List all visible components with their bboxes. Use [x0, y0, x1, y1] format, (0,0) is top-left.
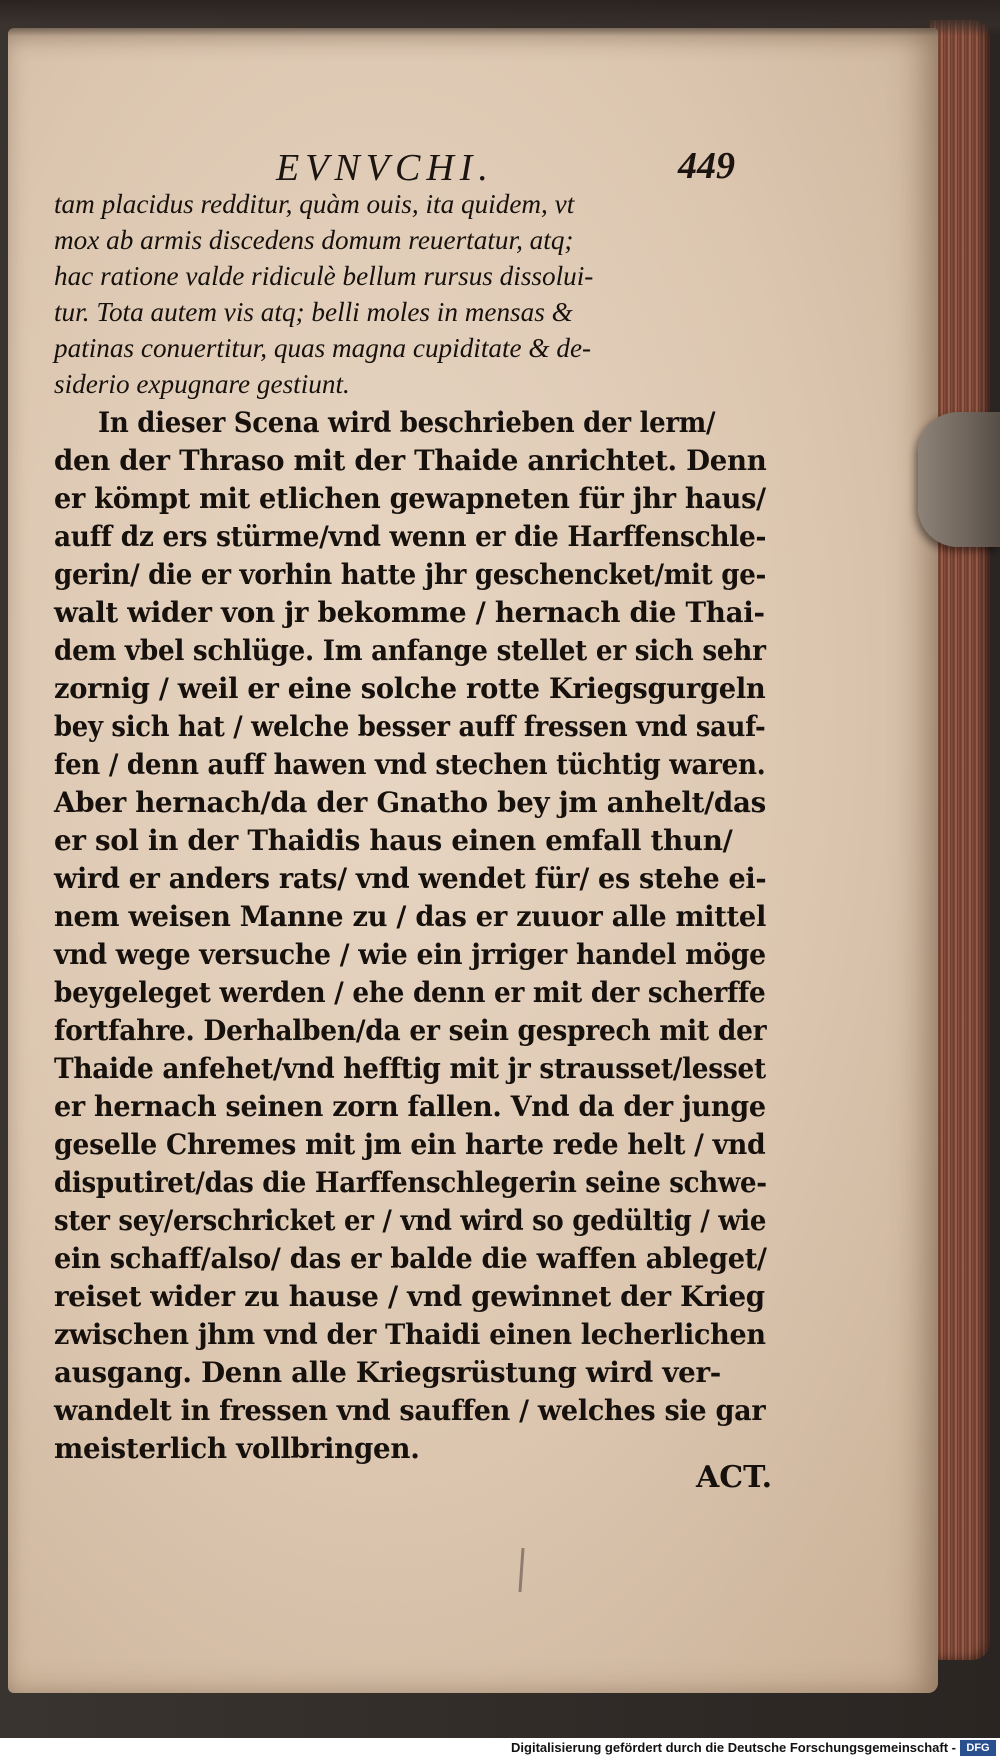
page-stack-edge — [930, 20, 990, 1660]
text-line: meisterlich vollbringen. — [54, 1432, 420, 1465]
text-line: auff dz ers stürme/vnd wenn er die Harffenschle- — [54, 520, 767, 553]
text-line: tur. Tota autem vis atq; belli moles in mensas & — [54, 296, 573, 327]
text-line: reiset wider zu hause / vnd gewinnet der Krieg — [54, 1280, 765, 1313]
text-line: Thaide anfehet/vnd hefftig mit jr strausset/lesset — [54, 1052, 766, 1085]
folio-number: 449 — [678, 145, 735, 187]
text-line: wandelt in fressen vnd sauffen / welches sie gar — [54, 1394, 766, 1427]
text-line: siderio expugnare gestiunt. — [54, 368, 350, 399]
text-line: vnd wege versuche / wie ein jrriger handel möge — [54, 938, 766, 971]
text-line: beygeleget werden / ehe denn er mit der scherffe — [54, 976, 766, 1009]
funding-credit: Digitalisierung gefördert durch die Deutsche Forschungsgemeinschaft - — [511, 1740, 956, 1755]
text-line: bey sich hat / welche besser auff fressen vnd sauf- — [54, 710, 766, 743]
text-line: Aber hernach/da der Gnatho bey jm anhelt/das — [54, 786, 766, 819]
top-shadow — [0, 0, 1000, 36]
text-line: disputiret/das die Harffenschlegerin seine schwe- — [54, 1166, 767, 1199]
text-line: fortfahre. Derhalben/da er sein gesprech mit der — [54, 1014, 767, 1047]
text-line: tam placidus redditur, quàm ouis, ita quidem, vt — [54, 188, 575, 219]
text-line: hac ratione valde ridiculè bellum rursus dissolui- — [54, 260, 594, 291]
text-line: wird er anders rats/ vnd wendet für/ es stehe ei- — [54, 862, 767, 895]
text-line: den der Thraso mit der Thaide anrichtet. Denn — [54, 444, 767, 477]
dfg-logo-icon: DFG — [960, 1740, 996, 1756]
text-line: mox ab armis discedens domum reuertatur, atq; — [54, 224, 574, 255]
text-line: zornig / weil er eine solche rotte Kriegsgurgeln — [54, 672, 766, 705]
text-line: walt wider von jr bekomme / hernach die Thai- — [54, 596, 765, 629]
text-line: geselle Chremes mit jm ein harte rede helt / vnd — [54, 1128, 766, 1161]
text-line: dem vbel schlüge. Im anfange stellet er sich sehr — [54, 634, 766, 667]
text-line: ausgang. Denn alle Kriegsrüstung wird ver- — [54, 1356, 721, 1389]
text-line: er kömpt mit etlichen gewapneten für jhr haus/ — [54, 482, 766, 515]
footer-bar — [0, 1738, 1000, 1759]
text-line: ster sey/erschricket er / vnd wird so gedültig / wie — [54, 1204, 767, 1237]
running-head: EVNVCHI. — [276, 147, 494, 189]
text-line: patinas conuertitur, quas magna cupiditate & de- — [54, 332, 592, 363]
catchword: ACT. — [696, 1460, 773, 1495]
book-page — [8, 28, 938, 1693]
text-line: ein schaff/also/ das er balde die waffen ableget/ — [54, 1242, 767, 1275]
bookmark-tab — [918, 412, 1000, 547]
text-line: zwischen jhm vnd der Thaidi einen lecherlichen — [54, 1318, 766, 1351]
text-line: In dieser Scena wird beschrieben der lerm/ — [98, 406, 716, 439]
text-line: fen / denn auff hawen vnd stechen tüchtig waren. — [54, 748, 766, 781]
text-line: gerin/ die er vorhin hatte jhr geschencket/mit ge- — [54, 558, 767, 591]
text-line: er sol in der Thaidis haus einen emfall thun/ — [54, 824, 733, 857]
text-line: nem weisen Manne zu / das er zuuor alle mittel — [54, 900, 767, 933]
text-line: er hernach seinen zorn fallen. Vnd da der junge — [54, 1090, 766, 1123]
pencil-mark — [518, 1548, 524, 1592]
